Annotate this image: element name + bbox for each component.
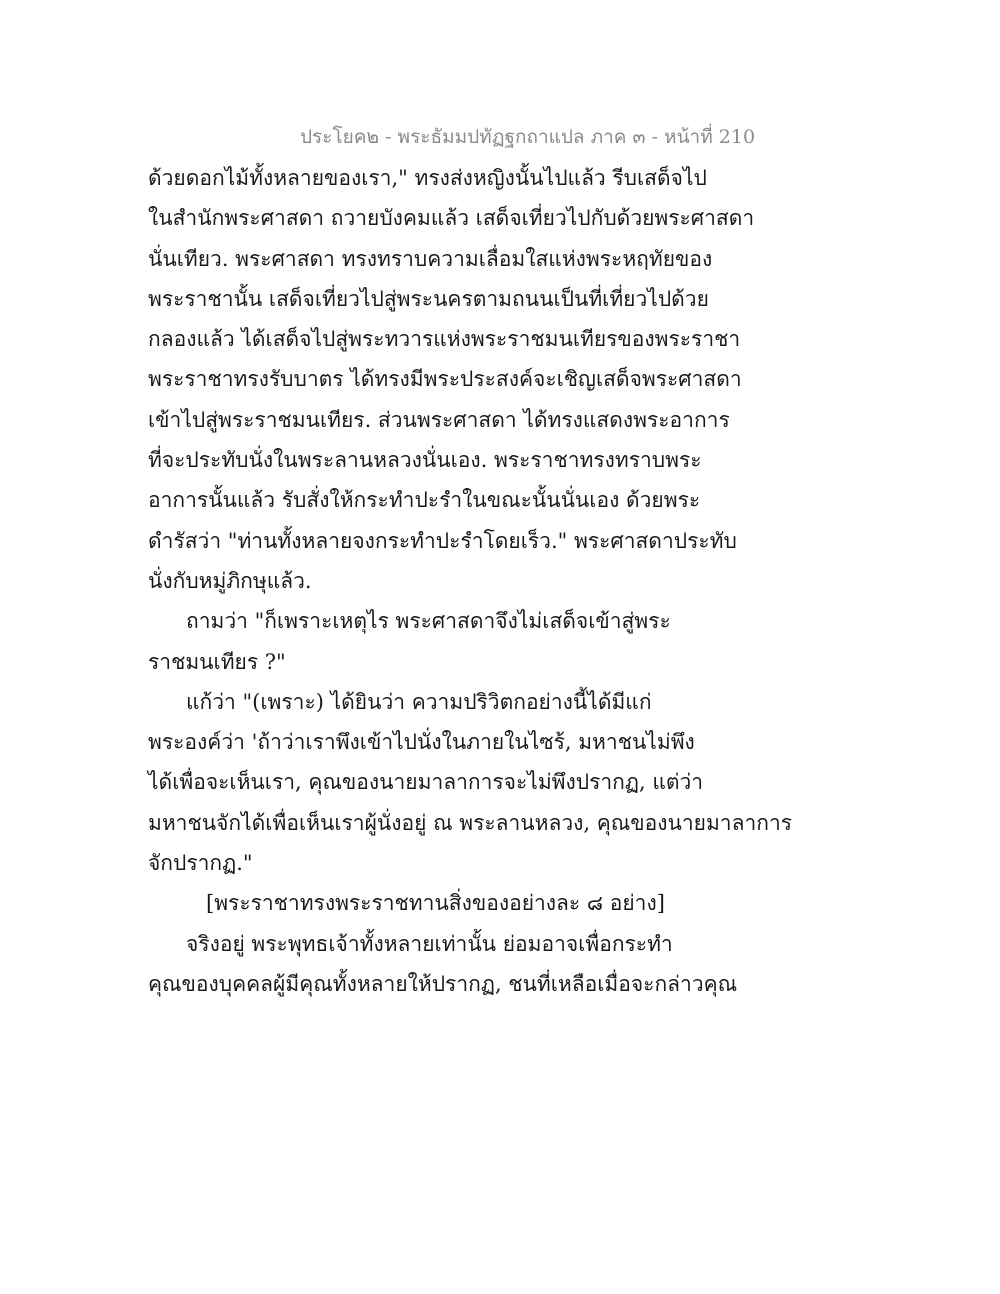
text-line: จริงอยู่ พระพุทธเจ้าทั้งหลายเท่านั้น ย่อมอาจเพื่อกระทำ [186, 931, 673, 956]
text-line: พระราชาทรงรับบาตร ได้ทรงมีพระประสงค์จะเชิญเสด็จพระศาสดา [148, 367, 742, 392]
text-line: มหาชนจักได้เพื่อเห็นเราผู้นั่งอยู่ ณ พระลานหลวง, คุณของนายมาลาการ [148, 810, 793, 835]
text-line: นั่งกับหมู่ภิกษุแล้ว. [148, 568, 312, 593]
text-line: เข้าไปสู่พระราชมนเทียร. ส่วนพระศาสดา ได้ทรงแสดงพระอาการ [148, 407, 730, 432]
text-line: ที่จะประทับนั่งในพระลานหลวงนั่นเอง. พระราชาทรงทราบพระ [148, 448, 702, 473]
body-text [148, 158, 793, 1004]
text-line: กลองแล้ว ได้เสด็จไปสู่พระทวารแห่งพระราชมนเทียรของพระราชา [148, 327, 741, 352]
text-line: แก้ว่า "(เพราะ) ได้ยินว่า ความปริวิตกอย่างนี้ได้มีแก่ [186, 689, 652, 714]
text-line: นั่นเทียว. พระศาสดา ทรงทราบความเลื่อมใสแห่งพระหฤทัยของ [148, 246, 713, 271]
text-line: ดำรัสว่า "ท่านทั้งหลายจงกระทำปะรำโดยเร็ว." พระศาสดาประทับ [148, 528, 737, 553]
page-header: ประโยค๒ - พระธัมมปทัฏฐกถาแปล ภาค ๓ - หน้าที่ 210 [300, 126, 756, 148]
text-line: ด้วยดอกไม้ทั้งหลายของเรา," ทรงส่งหญิงนั้นไปแล้ว รีบเสด็จไป [148, 166, 707, 190]
text-line: จักปรากฏ." [148, 851, 253, 876]
text-line: ถามว่า "ก็เพราะเหตุไร พระศาสดาจึงไม่เสด็จเข้าสู่พระ [186, 609, 671, 634]
text-line: อาการนั้นแล้ว รับสั่งให้กระทำปะรำในขณะนั้นนั่นเอง ด้วยพระ [148, 488, 701, 513]
text-line: ราชมนเทียร ?" [148, 649, 286, 674]
text-line: ได้เพื่อจะเห็นเรา, คุณของนายมาลาการจะไม่พึงปรากฏ, แต่ว่า [148, 770, 704, 795]
text-line: พระองค์ว่า 'ถ้าว่าเราพึงเข้าไปนั่งในภายในไซร้, มหาชนไม่พึง [148, 730, 695, 755]
text-line: ในสำนักพระศาสดา ถวายบังคมแล้ว เสด็จเที่ยวไปกับด้วยพระศาสดา [148, 206, 755, 231]
section-heading: [พระราชาทรงพระราชทานสิ่งของอย่างละ ๘ อย่าง] [206, 891, 665, 916]
text-line: คุณของบุคคลผู้มีคุณทั้งหลายให้ปรากฏ, ชนที่เหลือเมื่อจะกล่าวคุณ [148, 971, 738, 996]
text-line: พระราชานั้น เสด็จเที่ยวไปสู่พระนครตามถนนเป็นที่เที่ยวไปด้วย [148, 286, 709, 311]
